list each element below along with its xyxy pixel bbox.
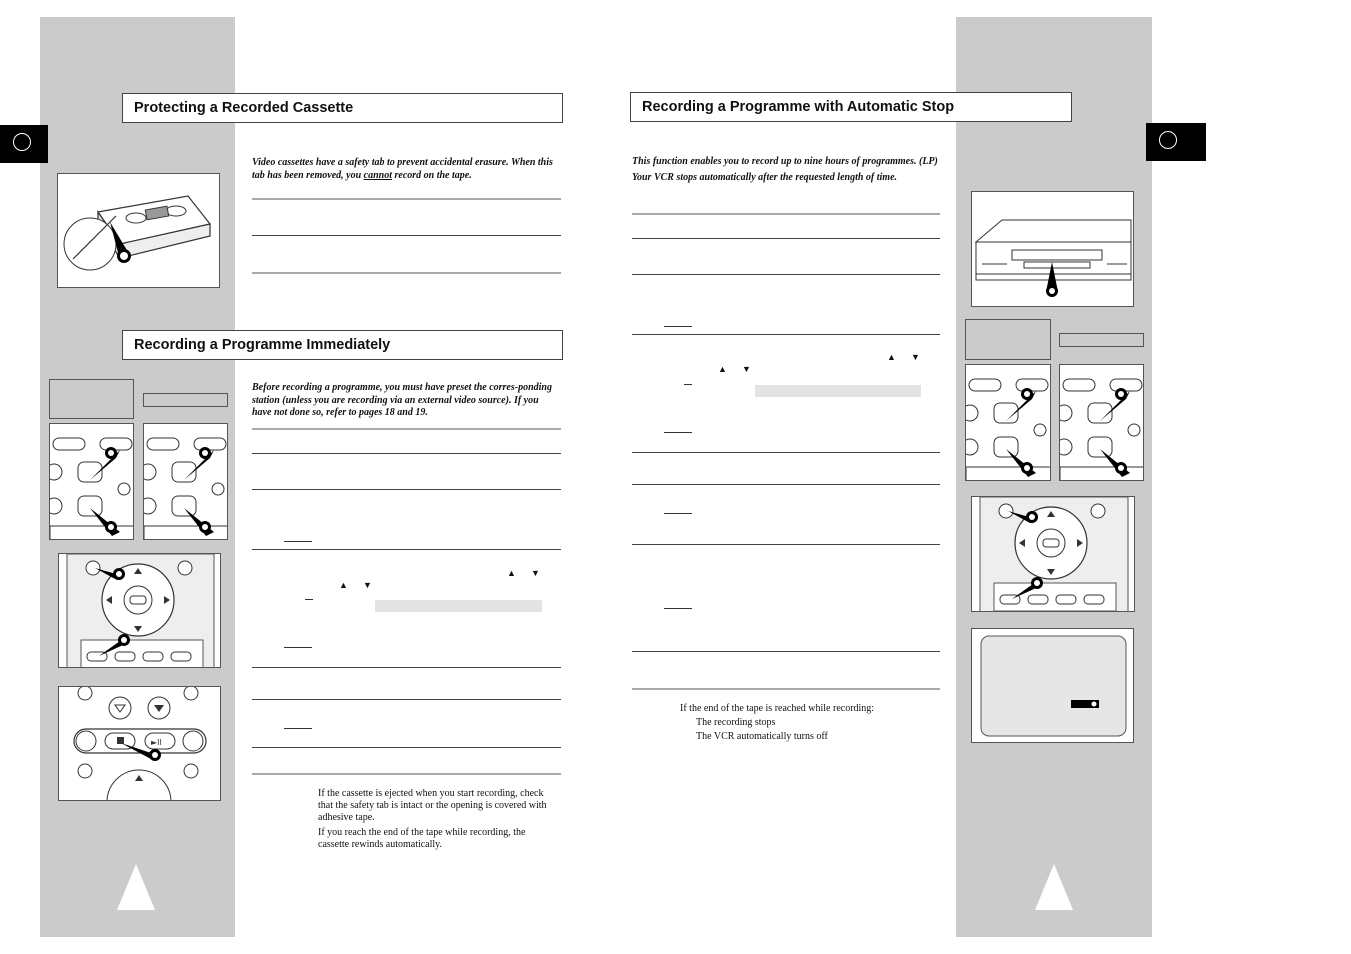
divider: [252, 489, 561, 490]
divider: [252, 667, 561, 668]
underline-mark: [664, 608, 692, 609]
protect-intro-emphasis: cannot: [363, 169, 392, 181]
divider: [252, 198, 561, 200]
underline-mark: [664, 513, 692, 514]
divider: [632, 452, 940, 453]
divider: [632, 238, 940, 239]
divider: [632, 213, 940, 215]
remote-illustration: [143, 423, 228, 540]
display-box: [965, 319, 1051, 360]
divider: [632, 334, 940, 335]
protect-intro: [252, 157, 562, 182]
divider: [252, 747, 561, 748]
page-corner-triangle: [1035, 864, 1073, 910]
protect-intro-text: Video cassettes have a safety tab to prevent accidental erasure. When this tab has been removed, you: [252, 157, 553, 181]
immediate-heading: Recording a Programme Immediately: [122, 330, 563, 360]
grey-highlight: [755, 385, 921, 397]
remote-navigation-illustration: [971, 496, 1135, 612]
remote-navigation-illustration: [58, 553, 221, 668]
up-arrow-glyph: ▲: [339, 580, 348, 590]
autostop-heading: Recording a Programme with Automatic Stop: [630, 92, 1072, 122]
underline-mark: [284, 728, 312, 729]
note-item: If the cassette is ejected when you start recording, check that the safety tab is intact or the opening is covered with adhesive tape.: [318, 788, 547, 823]
divider: [252, 549, 561, 550]
note-item: The VCR automatically turns off: [696, 731, 828, 742]
down-arrow-glyph: ▼: [531, 568, 540, 578]
underline-mark: [284, 647, 312, 648]
underline-mark: [684, 384, 692, 385]
divider: [632, 544, 940, 545]
protect-heading: Protecting a Recorded Cassette: [122, 93, 563, 123]
down-arrow-glyph: ▼: [363, 580, 372, 590]
underline-mark: [664, 432, 692, 433]
note-item: If you reach the end of the tape while recording, the cassette rewinds automatically.: [318, 827, 526, 850]
protect-intro-text-end: record on the tape.: [392, 169, 472, 181]
divider: [252, 773, 561, 775]
divider: [632, 688, 940, 690]
circle-icon: [1159, 131, 1177, 149]
divider: [252, 453, 561, 454]
up-arrow-glyph: ▲: [887, 352, 896, 362]
immediate-intro: Before recording a programme, you must have preset the corres-ponding station (unless you are recording via an external video source). If you have not done so, refer to pages 18 and 19.: [252, 382, 552, 418]
up-arrow-glyph: ▲: [718, 364, 727, 374]
autostop-intro-line: This function enables you to record up to nine hours of programmes. (LP): [632, 156, 938, 167]
page-corner-triangle: [117, 864, 155, 910]
cassette-illustration: [57, 173, 220, 288]
remote-transport-illustration: [58, 686, 221, 801]
circle-icon: [13, 133, 31, 151]
left-language-tab: [0, 125, 48, 163]
label-box: [1059, 333, 1144, 347]
label-box: [143, 393, 228, 407]
down-arrow-glyph: ▼: [911, 352, 920, 362]
right-language-tab: [1146, 123, 1206, 161]
autostop-intro: [632, 156, 942, 187]
vcr-illustration: [971, 191, 1134, 307]
note-header: If the end of the tape is reached while recording:: [680, 703, 875, 714]
underline-mark: [305, 599, 313, 600]
divider: [252, 699, 561, 700]
grey-highlight: [375, 600, 542, 612]
divider: [252, 272, 561, 274]
underline-mark: [664, 326, 692, 327]
underline-mark: [284, 541, 312, 542]
divider: [632, 484, 940, 485]
immediate-notes: [318, 788, 558, 854]
down-arrow-glyph: ▼: [742, 364, 751, 374]
remote-illustration: [1059, 364, 1144, 481]
tv-screen-illustration: [971, 628, 1134, 743]
divider: [632, 651, 940, 652]
remote-illustration: [965, 364, 1051, 481]
remote-illustration: [49, 423, 134, 540]
svg-text:►II: ►II: [151, 738, 162, 747]
autostop-intro-line: Your VCR stops automatically after the requested length of time.: [632, 171, 898, 183]
divider: [252, 235, 561, 236]
up-arrow-glyph: ▲: [507, 568, 516, 578]
display-box: [49, 379, 134, 419]
note-item: The recording stops: [696, 717, 776, 728]
divider: [252, 428, 561, 430]
autostop-notes: [680, 703, 940, 745]
divider: [632, 274, 940, 275]
